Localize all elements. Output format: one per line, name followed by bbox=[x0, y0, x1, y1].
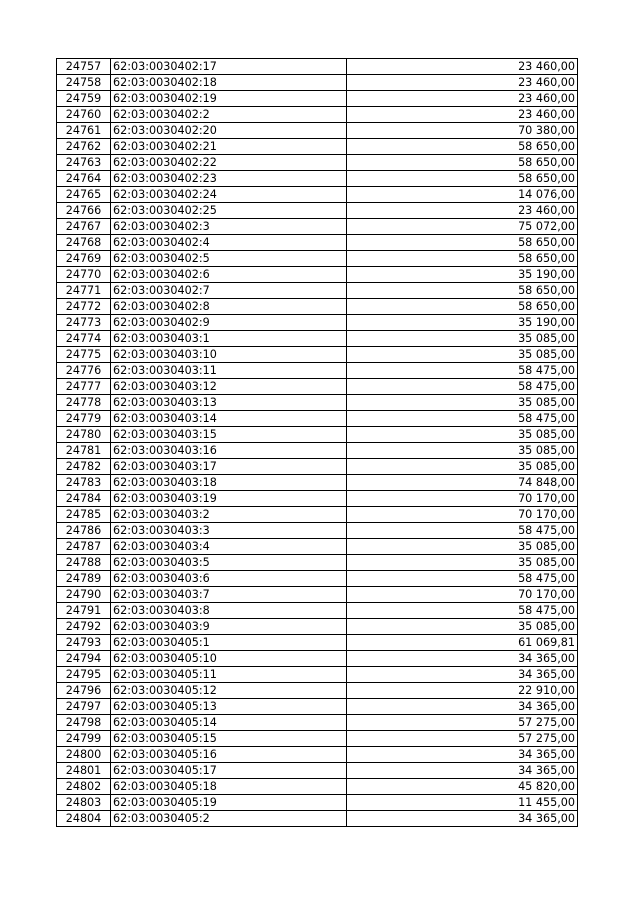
row-number-cell: 24762 bbox=[57, 139, 111, 155]
table-row bbox=[57, 283, 578, 299]
table-row bbox=[57, 443, 578, 459]
table-row bbox=[57, 59, 578, 75]
cadastral-number-cell: 62:03:0030403:18 bbox=[111, 475, 347, 491]
table-row bbox=[57, 235, 578, 251]
row-number-cell: 24779 bbox=[57, 411, 111, 427]
cadastral-value-cell: 75 072,00 bbox=[347, 219, 578, 235]
table-body bbox=[57, 59, 578, 827]
table-row bbox=[57, 331, 578, 347]
cadastral-number-cell: 62:03:0030403:1 bbox=[111, 331, 347, 347]
cadastral-number-cell: 62:03:0030405:10 bbox=[111, 651, 347, 667]
table-row bbox=[57, 427, 578, 443]
table-row bbox=[57, 267, 578, 283]
row-number-cell: 24797 bbox=[57, 699, 111, 715]
table-row bbox=[57, 779, 578, 795]
table-row bbox=[57, 155, 578, 171]
cadastral-value-cell: 34 365,00 bbox=[347, 667, 578, 683]
table-row bbox=[57, 603, 578, 619]
table-row bbox=[57, 619, 578, 635]
row-number-cell: 24777 bbox=[57, 379, 111, 395]
row-number-cell: 24780 bbox=[57, 427, 111, 443]
cadastral-number-cell: 62:03:0030403:16 bbox=[111, 443, 347, 459]
cadastral-value-cell: 34 365,00 bbox=[347, 811, 578, 827]
table-row bbox=[57, 107, 578, 123]
cadastral-value-cell: 35 085,00 bbox=[347, 459, 578, 475]
cadastral-number-cell: 62:03:0030403:17 bbox=[111, 459, 347, 475]
table-row bbox=[57, 363, 578, 379]
cadastral-value-cell: 58 650,00 bbox=[347, 299, 578, 315]
row-number-cell: 24792 bbox=[57, 619, 111, 635]
cadastral-number-cell: 62:03:0030403:8 bbox=[111, 603, 347, 619]
cadastral-value-cell: 35 190,00 bbox=[347, 315, 578, 331]
cadastral-number-cell: 62:03:0030403:19 bbox=[111, 491, 347, 507]
table-row bbox=[57, 411, 578, 427]
cadastral-number-cell: 62:03:0030402:17 bbox=[111, 59, 347, 75]
cadastral-value-cell: 58 650,00 bbox=[347, 155, 578, 171]
cadastral-number-cell: 62:03:0030403:15 bbox=[111, 427, 347, 443]
row-number-cell: 24758 bbox=[57, 75, 111, 91]
cadastral-value-cell: 23 460,00 bbox=[347, 75, 578, 91]
cadastral-number-cell: 62:03:0030402:22 bbox=[111, 155, 347, 171]
cadastral-value-table bbox=[56, 58, 578, 827]
table-row bbox=[57, 795, 578, 811]
cadastral-value-cell: 35 085,00 bbox=[347, 539, 578, 555]
row-number-cell: 24773 bbox=[57, 315, 111, 331]
row-number-cell: 24791 bbox=[57, 603, 111, 619]
cadastral-value-cell: 34 365,00 bbox=[347, 747, 578, 763]
cadastral-number-cell: 62:03:0030405:19 bbox=[111, 795, 347, 811]
row-number-cell: 24775 bbox=[57, 347, 111, 363]
row-number-cell: 24776 bbox=[57, 363, 111, 379]
table-row bbox=[57, 667, 578, 683]
cadastral-number-cell: 62:03:0030405:13 bbox=[111, 699, 347, 715]
cadastral-number-cell: 62:03:0030402:5 bbox=[111, 251, 347, 267]
cadastral-value-cell: 34 365,00 bbox=[347, 763, 578, 779]
cadastral-number-cell: 62:03:0030405:15 bbox=[111, 731, 347, 747]
cadastral-number-cell: 62:03:0030403:12 bbox=[111, 379, 347, 395]
table-row bbox=[57, 715, 578, 731]
row-number-cell: 24761 bbox=[57, 123, 111, 139]
table-row bbox=[57, 475, 578, 491]
row-number-cell: 24789 bbox=[57, 571, 111, 587]
cadastral-value-cell: 57 275,00 bbox=[347, 715, 578, 731]
row-number-cell: 24769 bbox=[57, 251, 111, 267]
cadastral-number-cell: 62:03:0030402:21 bbox=[111, 139, 347, 155]
cadastral-number-cell: 62:03:0030402:7 bbox=[111, 283, 347, 299]
cadastral-number-cell: 62:03:0030405:18 bbox=[111, 779, 347, 795]
row-number-cell: 24803 bbox=[57, 795, 111, 811]
table-row bbox=[57, 91, 578, 107]
table-row bbox=[57, 459, 578, 475]
cadastral-value-cell: 23 460,00 bbox=[347, 107, 578, 123]
cadastral-value-cell: 23 460,00 bbox=[347, 59, 578, 75]
table-row bbox=[57, 683, 578, 699]
row-number-cell: 24804 bbox=[57, 811, 111, 827]
table-row bbox=[57, 75, 578, 91]
cadastral-number-cell: 62:03:0030403:4 bbox=[111, 539, 347, 555]
cadastral-value-cell: 58 650,00 bbox=[347, 283, 578, 299]
cadastral-value-cell: 57 275,00 bbox=[347, 731, 578, 747]
cadastral-number-cell: 62:03:0030403:5 bbox=[111, 555, 347, 571]
row-number-cell: 24778 bbox=[57, 395, 111, 411]
table-row bbox=[57, 635, 578, 651]
table-row bbox=[57, 171, 578, 187]
cadastral-value-cell: 45 820,00 bbox=[347, 779, 578, 795]
cadastral-number-cell: 62:03:0030403:14 bbox=[111, 411, 347, 427]
cadastral-number-cell: 62:03:0030402:24 bbox=[111, 187, 347, 203]
cadastral-number-cell: 62:03:0030402:4 bbox=[111, 235, 347, 251]
cadastral-value-cell: 35 085,00 bbox=[347, 619, 578, 635]
row-number-cell: 24785 bbox=[57, 507, 111, 523]
row-number-cell: 24786 bbox=[57, 523, 111, 539]
cadastral-number-cell: 62:03:0030405:16 bbox=[111, 747, 347, 763]
row-number-cell: 24802 bbox=[57, 779, 111, 795]
cadastral-number-cell: 62:03:0030403:7 bbox=[111, 587, 347, 603]
table-row bbox=[57, 139, 578, 155]
cadastral-number-cell: 62:03:0030402:19 bbox=[111, 91, 347, 107]
row-number-cell: 24798 bbox=[57, 715, 111, 731]
row-number-cell: 24763 bbox=[57, 155, 111, 171]
cadastral-value-cell: 58 650,00 bbox=[347, 235, 578, 251]
table-row bbox=[57, 491, 578, 507]
table-row bbox=[57, 379, 578, 395]
row-number-cell: 24801 bbox=[57, 763, 111, 779]
row-number-cell: 24788 bbox=[57, 555, 111, 571]
cadastral-number-cell: 62:03:0030405:2 bbox=[111, 811, 347, 827]
cadastral-number-cell: 62:03:0030402:20 bbox=[111, 123, 347, 139]
row-number-cell: 24772 bbox=[57, 299, 111, 315]
cadastral-value-cell: 14 076,00 bbox=[347, 187, 578, 203]
cadastral-number-cell: 62:03:0030403:13 bbox=[111, 395, 347, 411]
table-row bbox=[57, 187, 578, 203]
table-row bbox=[57, 555, 578, 571]
cadastral-number-cell: 62:03:0030403:11 bbox=[111, 363, 347, 379]
cadastral-number-cell: 62:03:0030402:23 bbox=[111, 171, 347, 187]
row-number-cell: 24771 bbox=[57, 283, 111, 299]
cadastral-value-cell: 58 475,00 bbox=[347, 571, 578, 587]
table-row bbox=[57, 651, 578, 667]
row-number-cell: 24759 bbox=[57, 91, 111, 107]
cadastral-value-cell: 34 365,00 bbox=[347, 651, 578, 667]
row-number-cell: 24782 bbox=[57, 459, 111, 475]
row-number-cell: 24760 bbox=[57, 107, 111, 123]
cadastral-number-cell: 62:03:0030403:9 bbox=[111, 619, 347, 635]
cadastral-number-cell: 62:03:0030405:12 bbox=[111, 683, 347, 699]
table-row bbox=[57, 699, 578, 715]
cadastral-value-cell: 70 170,00 bbox=[347, 491, 578, 507]
cadastral-number-cell: 62:03:0030402:25 bbox=[111, 203, 347, 219]
row-number-cell: 24784 bbox=[57, 491, 111, 507]
table-row bbox=[57, 763, 578, 779]
table-row bbox=[57, 571, 578, 587]
cadastral-value-cell: 35 085,00 bbox=[347, 555, 578, 571]
cadastral-value-cell: 35 085,00 bbox=[347, 331, 578, 347]
table-row bbox=[57, 747, 578, 763]
cadastral-value-cell: 34 365,00 bbox=[347, 699, 578, 715]
cadastral-number-cell: 62:03:0030402:9 bbox=[111, 315, 347, 331]
cadastral-value-cell: 58 475,00 bbox=[347, 411, 578, 427]
table-row bbox=[57, 731, 578, 747]
table-row bbox=[57, 811, 578, 827]
cadastral-value-cell: 70 380,00 bbox=[347, 123, 578, 139]
cadastral-value-cell: 35 190,00 bbox=[347, 267, 578, 283]
row-number-cell: 24790 bbox=[57, 587, 111, 603]
cadastral-number-cell: 62:03:0030402:3 bbox=[111, 219, 347, 235]
cadastral-value-cell: 22 910,00 bbox=[347, 683, 578, 699]
cadastral-value-cell: 58 475,00 bbox=[347, 379, 578, 395]
row-number-cell: 24793 bbox=[57, 635, 111, 651]
cadastral-value-cell: 58 475,00 bbox=[347, 523, 578, 539]
row-number-cell: 24765 bbox=[57, 187, 111, 203]
cadastral-number-cell: 62:03:0030403:10 bbox=[111, 347, 347, 363]
cadastral-number-cell: 62:03:0030405:14 bbox=[111, 715, 347, 731]
cadastral-number-cell: 62:03:0030402:18 bbox=[111, 75, 347, 91]
row-number-cell: 24800 bbox=[57, 747, 111, 763]
row-number-cell: 24774 bbox=[57, 331, 111, 347]
cadastral-value-cell: 23 460,00 bbox=[347, 91, 578, 107]
cadastral-value-cell: 70 170,00 bbox=[347, 587, 578, 603]
cadastral-value-cell: 58 650,00 bbox=[347, 251, 578, 267]
table-row bbox=[57, 539, 578, 555]
table-row bbox=[57, 347, 578, 363]
table-row bbox=[57, 523, 578, 539]
table-row bbox=[57, 203, 578, 219]
row-number-cell: 24783 bbox=[57, 475, 111, 491]
row-number-cell: 24796 bbox=[57, 683, 111, 699]
cadastral-value-cell: 35 085,00 bbox=[347, 443, 578, 459]
cadastral-number-cell: 62:03:0030405:1 bbox=[111, 635, 347, 651]
table-row bbox=[57, 251, 578, 267]
cadastral-number-cell: 62:03:0030405:17 bbox=[111, 763, 347, 779]
table-row bbox=[57, 507, 578, 523]
cadastral-value-cell: 58 475,00 bbox=[347, 603, 578, 619]
row-number-cell: 24794 bbox=[57, 651, 111, 667]
row-number-cell: 24795 bbox=[57, 667, 111, 683]
row-number-cell: 24764 bbox=[57, 171, 111, 187]
row-number-cell: 24799 bbox=[57, 731, 111, 747]
cadastral-number-cell: 62:03:0030405:11 bbox=[111, 667, 347, 683]
cadastral-value-cell: 11 455,00 bbox=[347, 795, 578, 811]
table-row bbox=[57, 219, 578, 235]
cadastral-number-cell: 62:03:0030402:6 bbox=[111, 267, 347, 283]
table-row bbox=[57, 123, 578, 139]
row-number-cell: 24767 bbox=[57, 219, 111, 235]
table-row bbox=[57, 587, 578, 603]
cadastral-value-cell: 61 069,81 bbox=[347, 635, 578, 651]
row-number-cell: 24781 bbox=[57, 443, 111, 459]
cadastral-value-cell: 58 475,00 bbox=[347, 363, 578, 379]
cadastral-value-cell: 58 650,00 bbox=[347, 171, 578, 187]
row-number-cell: 24766 bbox=[57, 203, 111, 219]
row-number-cell: 24787 bbox=[57, 539, 111, 555]
cadastral-value-cell: 70 170,00 bbox=[347, 507, 578, 523]
table-row bbox=[57, 299, 578, 315]
row-number-cell: 24768 bbox=[57, 235, 111, 251]
cadastral-number-cell: 62:03:0030403:3 bbox=[111, 523, 347, 539]
table-row bbox=[57, 315, 578, 331]
cadastral-value-cell: 23 460,00 bbox=[347, 203, 578, 219]
cadastral-value-cell: 74 848,00 bbox=[347, 475, 578, 491]
cadastral-value-cell: 35 085,00 bbox=[347, 347, 578, 363]
cadastral-value-cell: 35 085,00 bbox=[347, 427, 578, 443]
cadastral-number-cell: 62:03:0030403:2 bbox=[111, 507, 347, 523]
row-number-cell: 24770 bbox=[57, 267, 111, 283]
cadastral-number-cell: 62:03:0030402:8 bbox=[111, 299, 347, 315]
cadastral-value-cell: 58 650,00 bbox=[347, 139, 578, 155]
cadastral-number-cell: 62:03:0030403:6 bbox=[111, 571, 347, 587]
cadastral-value-cell: 35 085,00 bbox=[347, 395, 578, 411]
row-number-cell: 24757 bbox=[57, 59, 111, 75]
cadastral-number-cell: 62:03:0030402:2 bbox=[111, 107, 347, 123]
table-row bbox=[57, 395, 578, 411]
